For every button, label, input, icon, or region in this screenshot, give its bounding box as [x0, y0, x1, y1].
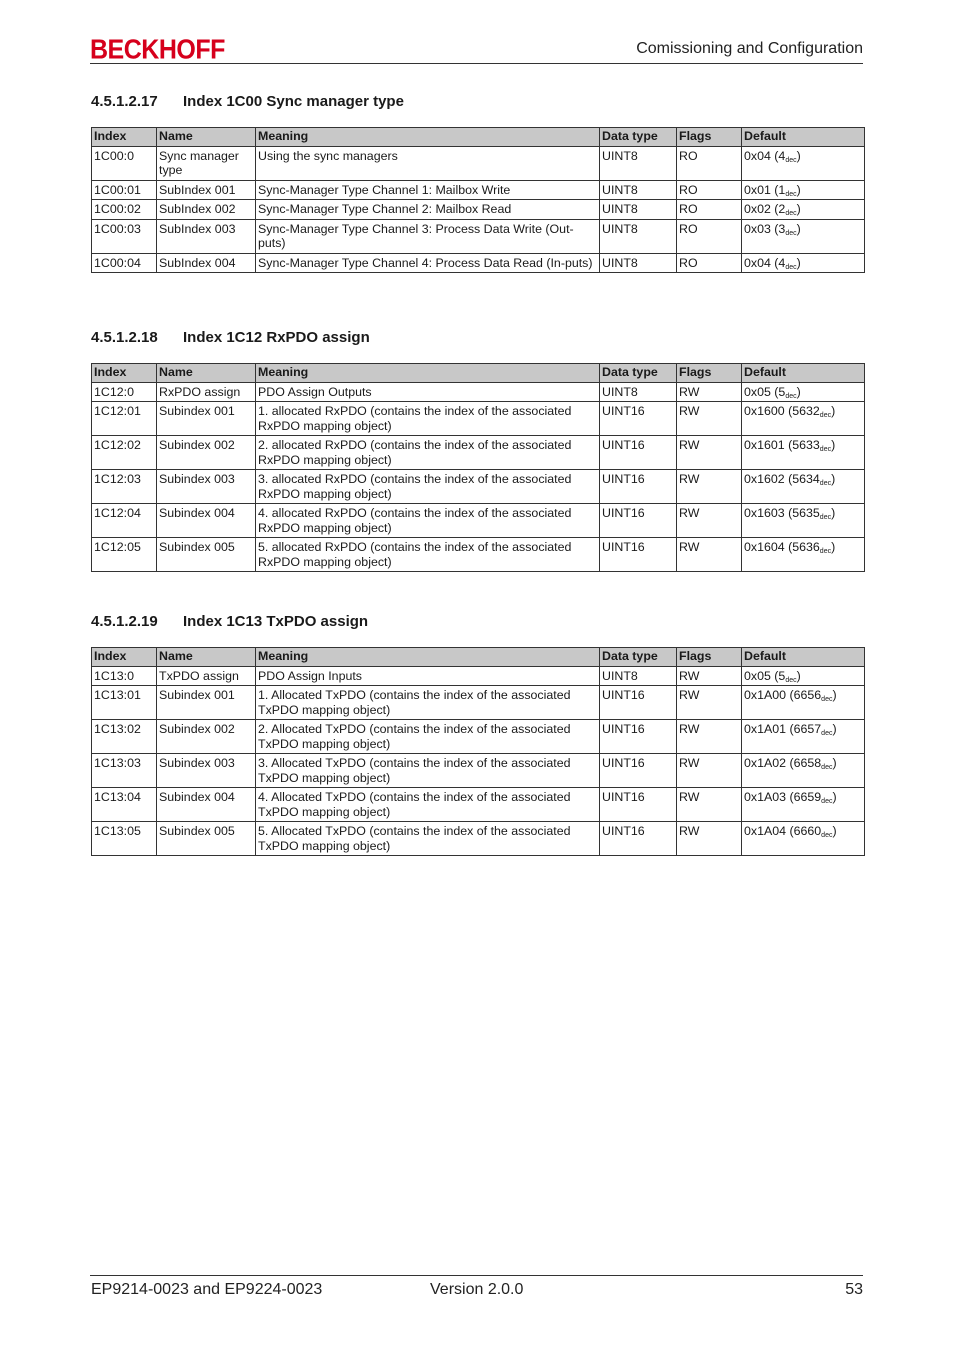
- default-value: 0x1A03 (6659: [744, 790, 822, 804]
- default-unit: dec: [821, 764, 833, 771]
- col-flags-cell: RO: [677, 180, 742, 200]
- col-flags-header: Flags: [677, 364, 742, 383]
- col-name-cell: SubIndex 001: [157, 180, 256, 200]
- table-header-row: [92, 648, 865, 667]
- col-meaning-cell: 3. Allocated TxPDO (contains the index of the associated TxPDO mapping object): [256, 754, 600, 788]
- col-name-cell: Sync manager type: [157, 146, 256, 180]
- default-unit: dec: [819, 548, 832, 555]
- col-index-header: Index: [92, 128, 157, 147]
- object-table: [91, 647, 865, 856]
- col-name-cell: SubIndex 002: [157, 200, 256, 220]
- table-row: [92, 822, 865, 856]
- default-unit: dec: [819, 480, 832, 487]
- col-flags-header: Flags: [677, 648, 742, 667]
- col-default-cell: [742, 219, 865, 253]
- col-name-cell: Subindex 001: [157, 402, 256, 436]
- col-flags-cell: RO: [677, 253, 742, 273]
- col-name-cell: SubIndex 003: [157, 219, 256, 253]
- col-data-type-cell: UINT16: [600, 822, 677, 856]
- col-data-type-header: Data type: [600, 128, 677, 147]
- col-default-cell: [742, 504, 865, 538]
- col-data-type-cell: UINT16: [600, 754, 677, 788]
- col-meaning-cell: 2. allocated RxPDO (contains the index of the associated RxPDO mapping object): [256, 436, 600, 470]
- col-flags-header: Flags: [677, 128, 742, 147]
- section-number: 4.5.1.2.17: [91, 93, 158, 110]
- col-flags-cell: RW: [677, 720, 742, 754]
- footer-rule: [90, 1275, 863, 1276]
- beckhoff-logo: BECKHOFF: [90, 34, 225, 66]
- table-row: [92, 146, 865, 180]
- col-meaning-cell: Using the sync managers: [256, 146, 600, 180]
- default-unit: dec: [785, 229, 797, 237]
- col-meaning-cell: 5. allocated RxPDO (contains the index of the associated RxPDO mapping object): [256, 538, 600, 572]
- table-header-row: [92, 128, 865, 147]
- default-value: 0x04 (4: [744, 255, 786, 270]
- default-value: 0x1602 (5634: [744, 472, 820, 486]
- col-data-type-cell: UINT16: [600, 686, 677, 720]
- col-data-type-cell: UINT8: [600, 666, 677, 686]
- col-index-cell: 1C00:04: [92, 253, 157, 273]
- table-row: [92, 470, 865, 504]
- col-data-type-cell: UINT16: [600, 538, 677, 572]
- default-unit: dec: [785, 156, 797, 164]
- col-meaning-cell: Sync-Manager Type Channel 1: Mailbox Write: [256, 180, 600, 200]
- section-title: Index 1C13 TxPDO assign: [183, 613, 369, 630]
- default-value: 0x1604 (5636: [744, 540, 820, 554]
- chapter-title: Comissioning and Configuration: [636, 40, 863, 57]
- table-row: [92, 219, 865, 253]
- col-index-header: Index: [92, 364, 157, 383]
- default-unit: dec: [785, 190, 797, 198]
- col-flags-cell: RO: [677, 146, 742, 180]
- default-close: ): [832, 722, 837, 736]
- default-close: ): [796, 221, 801, 236]
- col-default-cell: [742, 666, 865, 686]
- table-row: [92, 253, 865, 273]
- col-index-cell: 1C00:0: [92, 146, 157, 180]
- col-default-cell: [742, 470, 865, 504]
- col-meaning-cell: PDO Assign Outputs: [256, 382, 600, 402]
- col-data-type-cell: UINT8: [600, 253, 677, 273]
- col-flags-cell: RW: [677, 436, 742, 470]
- col-data-type-cell: UINT8: [600, 146, 677, 180]
- col-flags-cell: RW: [677, 382, 742, 402]
- col-name-cell: Subindex 002: [157, 720, 256, 754]
- col-meaning-header: Meaning: [256, 648, 600, 667]
- col-default-cell: [742, 436, 865, 470]
- section-1c13: [91, 612, 864, 853]
- col-index-cell: 1C13:03: [92, 754, 157, 788]
- default-value: 0x1A04 (6660: [744, 824, 822, 838]
- col-name-cell: Subindex 005: [157, 538, 256, 572]
- default-close: ): [831, 472, 836, 486]
- col-meaning-cell: 4. Allocated TxPDO (contains the index of the associated TxPDO mapping object): [256, 788, 600, 822]
- default-unit: dec: [785, 676, 797, 684]
- footer-product: EP9214-0023 and EP9224-0023: [91, 1281, 323, 1298]
- col-index-cell: 1C12:04: [92, 504, 157, 538]
- object-table: [91, 363, 865, 572]
- col-index-cell: 1C13:04: [92, 788, 157, 822]
- section-title: Index 1C12 RxPDO assign: [183, 329, 370, 346]
- col-default-header: Default: [742, 648, 865, 667]
- default-unit: dec: [821, 832, 833, 839]
- col-name-cell: Subindex 004: [157, 788, 256, 822]
- header-rule: [90, 63, 863, 64]
- col-index-cell: 1C13:01: [92, 686, 157, 720]
- default-close: ): [796, 182, 801, 197]
- col-name-header: Name: [157, 648, 256, 667]
- col-data-type-cell: UINT16: [600, 788, 677, 822]
- default-value: 0x1600 (5632: [744, 404, 820, 418]
- default-close: ): [831, 506, 836, 520]
- col-data-type-cell: UINT8: [600, 219, 677, 253]
- section-heading: [91, 92, 864, 112]
- default-close: ): [796, 668, 801, 683]
- table-row: [92, 788, 865, 822]
- default-close: ): [832, 824, 837, 838]
- col-data-type-cell: UINT16: [600, 504, 677, 538]
- col-meaning-cell: 1. Allocated TxPDO (contains the index of the associated TxPDO mapping object): [256, 686, 600, 720]
- section-1c12: [91, 328, 864, 569]
- default-close: ): [831, 540, 836, 554]
- col-data-type-cell: UINT16: [600, 402, 677, 436]
- table-row: [92, 200, 865, 220]
- col-index-cell: 1C12:05: [92, 538, 157, 572]
- section-1c00: [91, 92, 864, 271]
- table-header-row: [92, 364, 865, 383]
- col-data-type-header: Data type: [600, 648, 677, 667]
- default-value: 0x05 (5: [744, 384, 786, 399]
- table-row: [92, 754, 865, 788]
- default-close: ): [796, 148, 801, 163]
- col-index-cell: 1C13:05: [92, 822, 157, 856]
- col-index-cell: 1C00:01: [92, 180, 157, 200]
- col-default-cell: [742, 788, 865, 822]
- default-close: ): [831, 438, 836, 452]
- default-close: ): [796, 202, 801, 216]
- col-index-cell: 1C13:0: [92, 666, 157, 686]
- col-data-type-header: Data type: [600, 364, 677, 383]
- col-flags-cell: RO: [677, 200, 742, 220]
- col-flags-cell: RO: [677, 219, 742, 253]
- col-flags-cell: RW: [677, 754, 742, 788]
- col-meaning-cell: 1. allocated RxPDO (contains the index of the associated RxPDO mapping object): [256, 402, 600, 436]
- default-unit: dec: [819, 514, 832, 521]
- default-unit: dec: [821, 730, 833, 737]
- col-data-type-cell: UINT16: [600, 470, 677, 504]
- col-default-cell: [742, 200, 865, 220]
- col-data-type-cell: UINT8: [600, 180, 677, 200]
- col-meaning-cell: 5. Allocated TxPDO (contains the index of the associated TxPDO mapping object): [256, 822, 600, 856]
- col-name-cell: SubIndex 004: [157, 253, 256, 273]
- col-data-type-cell: UINT16: [600, 720, 677, 754]
- table-row: [92, 436, 865, 470]
- col-default-cell: [742, 822, 865, 856]
- object-table: [91, 127, 865, 273]
- col-meaning-header: Meaning: [256, 128, 600, 147]
- table-row: [92, 180, 865, 200]
- col-default-cell: [742, 382, 865, 402]
- col-meaning-cell: PDO Assign Inputs: [256, 666, 600, 686]
- col-index-cell: 1C00:03: [92, 219, 157, 253]
- col-name-cell: TxPDO assign: [157, 666, 256, 686]
- default-value: 0x02 (2: [744, 202, 786, 216]
- section-number: 4.5.1.2.18: [91, 329, 158, 346]
- col-flags-cell: RW: [677, 538, 742, 572]
- footer-version: Version 2.0.0: [430, 1281, 524, 1298]
- col-name-header: Name: [157, 364, 256, 383]
- col-name-cell: Subindex 003: [157, 754, 256, 788]
- col-default-cell: [742, 686, 865, 720]
- table-row: [92, 720, 865, 754]
- default-value: 0x1A01 (6657: [744, 722, 822, 736]
- default-close: ): [796, 255, 801, 270]
- col-name-cell: Subindex 005: [157, 822, 256, 856]
- col-index-cell: 1C13:02: [92, 720, 157, 754]
- col-default-cell: [742, 538, 865, 572]
- default-close: ): [831, 404, 836, 418]
- default-value: 0x03 (3: [744, 221, 786, 236]
- col-default-cell: [742, 146, 865, 180]
- col-default-cell: [742, 720, 865, 754]
- table-row: [92, 686, 865, 720]
- section-heading: [91, 612, 864, 632]
- col-name-cell: Subindex 002: [157, 436, 256, 470]
- col-default-header: Default: [742, 364, 865, 383]
- col-name-header: Name: [157, 128, 256, 147]
- default-unit: dec: [819, 412, 832, 419]
- col-data-type-cell: UINT8: [600, 200, 677, 220]
- col-flags-cell: RW: [677, 666, 742, 686]
- footer-page-number: 53: [845, 1281, 863, 1298]
- default-value: 0x05 (5: [744, 668, 786, 683]
- default-unit: dec: [785, 392, 797, 400]
- col-default-header: Default: [742, 128, 865, 147]
- section-number: 4.5.1.2.19: [91, 613, 158, 630]
- col-index-cell: 1C12:03: [92, 470, 157, 504]
- default-close: ): [832, 790, 837, 804]
- default-close: ): [832, 756, 837, 770]
- table-row: [92, 504, 865, 538]
- col-meaning-cell: Sync-Manager Type Channel 4: Process Data Read (In-puts): [256, 253, 600, 273]
- col-meaning-header: Meaning: [256, 364, 600, 383]
- default-unit: dec: [785, 210, 797, 217]
- col-flags-cell: RW: [677, 402, 742, 436]
- table-row: [92, 538, 865, 572]
- col-default-cell: [742, 402, 865, 436]
- col-meaning-cell: 3. allocated RxPDO (contains the index of the associated RxPDO mapping object): [256, 470, 600, 504]
- col-index-cell: 1C12:01: [92, 402, 157, 436]
- col-name-cell: Subindex 003: [157, 470, 256, 504]
- col-index-cell: 1C12:02: [92, 436, 157, 470]
- col-meaning-cell: 2. Allocated TxPDO (contains the index of the associated TxPDO mapping object): [256, 720, 600, 754]
- col-index-cell: 1C12:0: [92, 382, 157, 402]
- col-meaning-cell: Sync-Manager Type Channel 2: Mailbox Read: [256, 200, 600, 220]
- col-name-cell: Subindex 001: [157, 686, 256, 720]
- default-unit: dec: [785, 263, 797, 271]
- col-name-cell: RxPDO assign: [157, 382, 256, 402]
- col-name-cell: Subindex 004: [157, 504, 256, 538]
- section-heading: [91, 328, 864, 348]
- section-title: Index 1C00 Sync manager type: [183, 93, 404, 110]
- col-flags-cell: RW: [677, 470, 742, 504]
- col-index-header: Index: [92, 648, 157, 667]
- default-unit: dec: [821, 696, 833, 703]
- default-value: 0x1A02 (6658: [744, 756, 822, 770]
- col-default-cell: [742, 253, 865, 273]
- default-close: ): [832, 688, 837, 702]
- col-meaning-cell: Sync-Manager Type Channel 3: Process Data Write (Out-puts): [256, 219, 600, 253]
- col-flags-cell: RW: [677, 686, 742, 720]
- default-close: ): [796, 384, 801, 399]
- col-index-cell: 1C00:02: [92, 200, 157, 220]
- table-row: [92, 402, 865, 436]
- col-data-type-cell: UINT16: [600, 436, 677, 470]
- default-value: 0x01 (1: [744, 182, 786, 197]
- default-value: 0x1601 (5633: [744, 438, 820, 452]
- default-unit: dec: [819, 446, 832, 453]
- col-flags-cell: RW: [677, 504, 742, 538]
- default-unit: dec: [821, 798, 833, 805]
- table-row: [92, 382, 865, 402]
- col-meaning-cell: 4. allocated RxPDO (contains the index of the associated RxPDO mapping object): [256, 504, 600, 538]
- default-value: 0x04 (4: [744, 148, 786, 163]
- col-default-cell: [742, 754, 865, 788]
- default-value: 0x1A00 (6656: [744, 688, 822, 702]
- table-row: [92, 666, 865, 686]
- col-flags-cell: RW: [677, 822, 742, 856]
- default-value: 0x1603 (5635: [744, 506, 820, 520]
- col-flags-cell: RW: [677, 788, 742, 822]
- col-default-cell: [742, 180, 865, 200]
- col-data-type-cell: UINT8: [600, 382, 677, 402]
